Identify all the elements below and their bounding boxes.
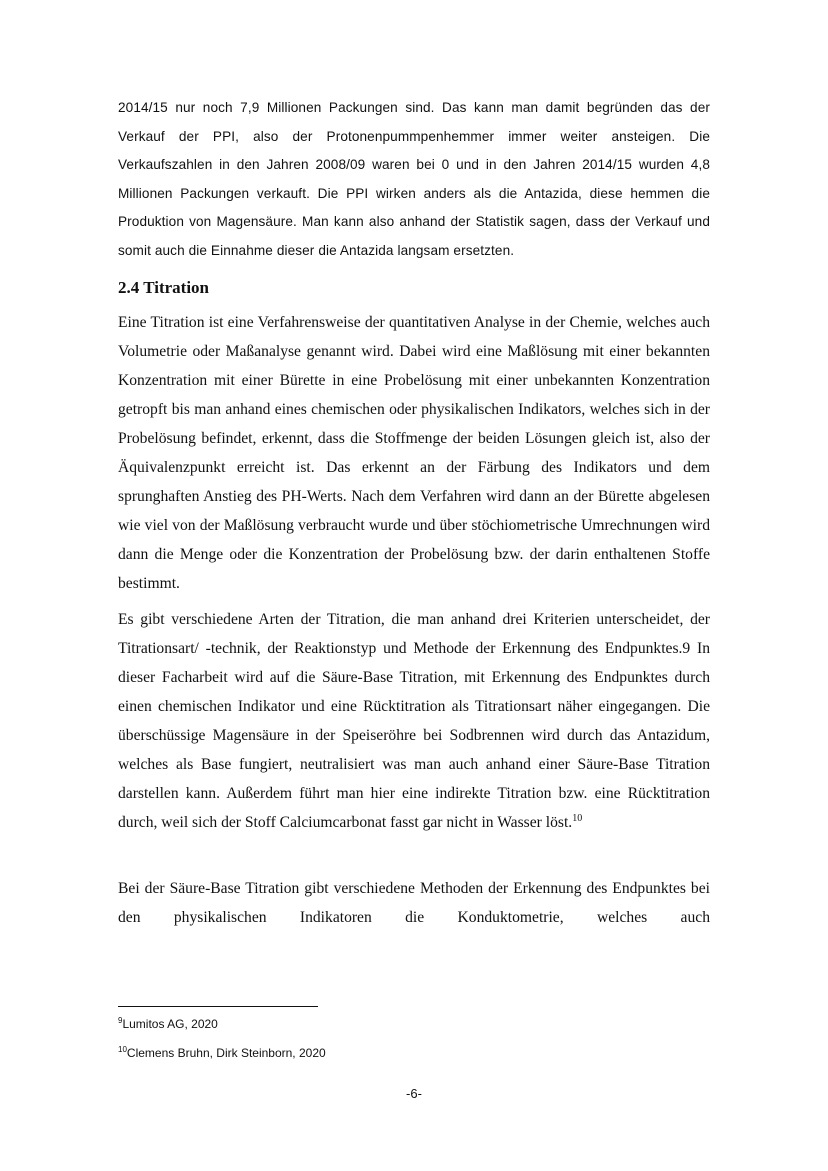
footnote-marker: 9	[118, 1016, 123, 1025]
footnote	[118, 1016, 218, 1032]
section-heading: 2.4 Titration	[118, 278, 209, 297]
footnote-text: Clemens Bruhn, Dirk Steinborn, 2020	[126, 1046, 326, 1060]
titration-types-paragraph	[118, 605, 710, 837]
intro-paragraph: 2014/15 nur noch 7,9 Millionen Packungen sind. Das kann man damit begründen das der Verkauf der PPI, also der Protonenpummpenhemmer immer weiter ansteigen. Die Verkaufszahlen in den Jahren 2008/09 waren bei 0 und in den Jahren 2014/15 wurden 4,8 Millionen Packungen verkauft. Die PPI wirken anders als die Antazida, diese hemmen die Produktion von Magensäure. Man kann also anhand der Statistik sagen, dass der Verkauf und somit auch die Einnahme dieser die Antazida langsam ersetzten.	[118, 100, 710, 258]
titration-method-text: In dieser Facharbeit wird auf die Säure-Base Titration, mit Erkennung des Endpunktes durch einen chemischen Indikator und eine Rücktitration als Titrationsart näher eingegangen. Die überschüssige Magensäure in der Speiseröhre bei Sodbrennen wird durch das Antazidum, welches als Base fungiert, neutralisiert was man auch anhand einer Säure-Base Titration darstellen kann. Außerdem führt man hier eine indirekte Titration bzw. eine Rücktitration durch, weil sich der Stoff Calciumcarbonat fasst gar nicht in Wasser löst.	[118, 640, 711, 831]
footnote	[118, 1045, 326, 1061]
footnote-divider	[118, 1006, 318, 1007]
titration-definition-paragraph: Eine Titration ist eine Verfahrensweise der quantitativen Analyse in der Chemie, welches auch Volumetrie oder Maßanalyse genannt wird. Dabei wird eine Maßlösung mit einer bekannten Konzentration mit einer Bürette in eine Probelösung mit einer unbekannten Konzentration getropft bis man anhand eines chemischen oder physikalischen Indikators, welches sich in der Probelösung befindet, erkennt, dass die Stoffmenge der beiden Lösungen gleich ist, also der Äquivalenzpunkt erreicht ist. Das erkennt an der Färbung des Indikators und dem sprunghaften Anstieg des PH-Werts. Nach dem Verfahren wird dann an der Bürette abgelesen wie viel von der Maßlösung verbraucht wurde und über stöchiometrische Umrechnungen wird dann die Menge oder die Konzentration der Probelösung bzw. der darin enthaltenen Stoffe bestimmt.	[118, 314, 710, 592]
titration-types-text: Es gibt verschiedene Arten der Titration, die man anhand drei Kriterien unterscheidet, der Titrationsart/ -technik, der Reaktionstyp und Methode der Erkennung des Endpunktes.9	[118, 611, 710, 657]
footnote-text: Lumitos AG, 2020	[122, 1017, 218, 1031]
page-number: -6-	[406, 1086, 422, 1101]
footnote-marker: 10	[118, 1045, 127, 1054]
endpoint-methods-paragraph: Bei der Säure-Base Titration gibt verschiedene Methoden der Erkennung des Endpunktes bei den physikalischen Indikatoren die Konduktometrie, welches auch	[118, 880, 710, 926]
footnote-reference: 10	[572, 813, 583, 824]
